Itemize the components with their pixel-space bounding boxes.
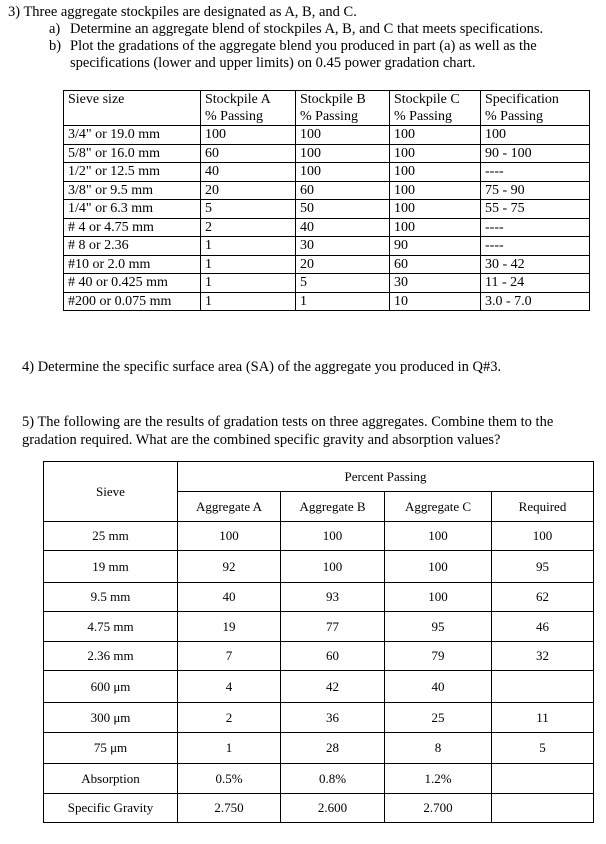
stockpile-table-row (64, 237, 590, 256)
stockpile-table (63, 90, 590, 311)
stockpile-cell: 20 (296, 255, 390, 274)
stockpile-table-row (64, 126, 590, 145)
stockpile-table-row (64, 181, 590, 200)
stockpile-cell: 90 (390, 237, 481, 256)
stockpile-cell: 1/4" or 6.3 mm (64, 200, 201, 219)
stockpile-cell: 3/8" or 9.5 mm (64, 181, 201, 200)
stockpile-cell: 40 (296, 218, 390, 237)
stockpile-cell: 100 (296, 126, 390, 145)
stockpile-table-row (64, 292, 590, 311)
aggregate-cell: 0.8% (281, 764, 385, 794)
aggregate-cell: 40 (385, 671, 492, 703)
stockpile-cell: 100 (481, 126, 590, 145)
question-5: 5) The following are the results of gradation tests on three aggregates. Combine them to the gradation required. What are the combined specific gravity and absorption values? (22, 414, 554, 448)
aggregate-column-header: Required (492, 492, 594, 522)
aggregate-table-header-top (44, 462, 594, 492)
aggregate-cell: 7 (178, 642, 281, 671)
aggregate-cell: 100 (385, 551, 492, 583)
aggregate-cell: 95 (385, 612, 492, 642)
stockpile-cell: 30 - 42 (481, 255, 590, 274)
stockpile-table-row (64, 218, 590, 237)
aggregate-table-row (44, 583, 594, 612)
stockpile-table-row (64, 255, 590, 274)
stockpile-header-line: % Passing (394, 109, 452, 124)
aggregate-cell: Specific Gravity (44, 794, 178, 823)
stockpile-cell: 1 (201, 237, 296, 256)
stockpile-table-header (64, 91, 590, 126)
stockpile-header-cell (201, 91, 296, 126)
aggregate-cell: 100 (385, 522, 492, 551)
stockpile-cell: 100 (390, 126, 481, 145)
aggregate-cell: 62 (492, 583, 594, 612)
aggregate-cell: 92 (178, 551, 281, 583)
stockpile-cell: ---- (481, 163, 590, 182)
q3-part-b (8, 38, 604, 72)
aggregate-cell: 100 (178, 522, 281, 551)
stockpile-cell: 10 (390, 292, 481, 311)
q3-part-a-text: Determine an aggregate blend of stockpiles A, B, and C that meets specifications. (70, 21, 544, 37)
stockpile-cell: 60 (296, 181, 390, 200)
aggregate-table-row (44, 764, 594, 794)
stockpile-cell: # 8 or 2.36 (64, 237, 201, 256)
stockpile-cell: 40 (201, 163, 296, 182)
aggregate-cell (492, 794, 594, 823)
aggregate-cell: 2 (178, 703, 281, 733)
aggregate-table-row (44, 733, 594, 764)
aggregate-cell: 75 μm (44, 733, 178, 764)
aggregate-cell: 600 μm (44, 671, 178, 703)
q3-part-b-label: b) (49, 38, 62, 54)
stockpile-cell: 2 (201, 218, 296, 237)
aggregate-cell: 2.600 (281, 794, 385, 823)
stockpile-cell: 75 - 90 (481, 181, 590, 200)
aggregate-cell (492, 671, 594, 703)
stockpile-cell: 50 (296, 200, 390, 219)
stockpile-cell: 20 (201, 181, 296, 200)
stockpile-cell: 5 (201, 200, 296, 219)
q3-part-a-label: a) (49, 21, 61, 37)
aggregate-table-row (44, 703, 594, 733)
aggregate-cell: 11 (492, 703, 594, 733)
stockpile-cell: 1 (296, 292, 390, 311)
aggregate-table-row (44, 612, 594, 642)
aggregate-cell: Absorption (44, 764, 178, 794)
stockpile-cell: 100 (390, 200, 481, 219)
aggregate-cell: 95 (492, 551, 594, 583)
stockpile-cell: #200 or 0.075 mm (64, 292, 201, 311)
stockpile-cell: ---- (481, 237, 590, 256)
aggregate-cell: 100 (281, 522, 385, 551)
aggregate-cell: 40 (178, 583, 281, 612)
aggregate-cell: 1.2% (385, 764, 492, 794)
stockpile-cell: 5 (296, 274, 390, 293)
stockpile-cell: 5/8" or 16.0 mm (64, 144, 201, 163)
stockpile-header-line: Sieve size (68, 92, 125, 107)
question-4: 4) Determine the specific surface area (SA) of the aggregate you produced in Q#3. (22, 359, 502, 375)
stockpile-header-line: Specification (485, 92, 559, 107)
aggregate-cell: 93 (281, 583, 385, 612)
aggregate-cell: 79 (385, 642, 492, 671)
aggregate-table-row (44, 522, 594, 551)
aggregate-column-header: Aggregate B (281, 492, 385, 522)
q3-heading: 3) Three aggregate stockpiles are designated as A, B, and C. (8, 4, 357, 20)
stockpile-cell: 30 (296, 237, 390, 256)
aggregate-cell: 46 (492, 612, 594, 642)
aggregate-cell: 60 (281, 642, 385, 671)
aggregate-table-row (44, 642, 594, 671)
stockpile-cell: 11 - 24 (481, 274, 590, 293)
stockpile-table-row (64, 163, 590, 182)
q3-part-a (8, 21, 604, 38)
stockpile-header-line: % Passing (205, 109, 263, 124)
stockpile-header-line (68, 108, 196, 125)
aggregate-cell: 2.36 mm (44, 642, 178, 671)
stockpile-header-line: % Passing (300, 109, 358, 124)
aggregate-cell: 28 (281, 733, 385, 764)
aggregate-cell: 8 (385, 733, 492, 764)
aggregate-cell: 32 (492, 642, 594, 671)
aggregate-cell: 100 (385, 583, 492, 612)
stockpile-header-cell (481, 91, 590, 126)
aggregate-cell: 19 (178, 612, 281, 642)
stockpile-cell: 30 (390, 274, 481, 293)
q3-part-b-text: Plot the gradations of the aggregate blend you produced in part (a) as well as the specifications (lower and upper limits) on 0.45 power gradation chart. (70, 38, 537, 71)
aggregate-cell: 2.750 (178, 794, 281, 823)
stockpile-cell: 60 (390, 255, 481, 274)
question-3 (8, 4, 604, 72)
sieve-header: Sieve (44, 462, 178, 522)
aggregate-cell: 36 (281, 703, 385, 733)
stockpile-header-line: Stockpile A (205, 92, 271, 107)
stockpile-cell: #10 or 2.0 mm (64, 255, 201, 274)
aggregate-table-row (44, 551, 594, 583)
stockpile-cell: 3.0 - 7.0 (481, 292, 590, 311)
aggregate-cell: 5 (492, 733, 594, 764)
stockpile-table-row (64, 274, 590, 293)
aggregate-cell: 4 (178, 671, 281, 703)
stockpile-header-cell (64, 91, 201, 126)
stockpile-cell: 100 (296, 163, 390, 182)
stockpile-cell: 1 (201, 292, 296, 311)
aggregate-cell: 4.75 mm (44, 612, 178, 642)
stockpile-header-cell (296, 91, 390, 126)
aggregate-cell: 19 mm (44, 551, 178, 583)
stockpile-cell: 100 (296, 144, 390, 163)
stockpile-cell: 1 (201, 274, 296, 293)
stockpile-cell: 90 - 100 (481, 144, 590, 163)
aggregate-cell: 77 (281, 612, 385, 642)
stockpile-cell: 100 (390, 181, 481, 200)
aggregate-column-header: Aggregate A (178, 492, 281, 522)
aggregate-table-row (44, 671, 594, 703)
aggregate-column-header: Aggregate C (385, 492, 492, 522)
aggregate-cell: 9.5 mm (44, 583, 178, 612)
stockpile-header-line: % Passing (485, 109, 543, 124)
aggregate-cell: 25 (385, 703, 492, 733)
stockpile-cell: 1 (201, 255, 296, 274)
stockpile-cell: 100 (390, 144, 481, 163)
percent-passing-header: Percent Passing (178, 462, 594, 492)
aggregate-cell: 100 (281, 551, 385, 583)
stockpile-table-row (64, 144, 590, 163)
stockpile-cell: 1/2" or 12.5 mm (64, 163, 201, 182)
aggregate-cell: 42 (281, 671, 385, 703)
aggregate-gradation-table (43, 461, 594, 823)
aggregate-cell: 300 μm (44, 703, 178, 733)
aggregate-cell: 1 (178, 733, 281, 764)
aggregate-cell (492, 764, 594, 794)
stockpile-cell: 55 - 75 (481, 200, 590, 219)
stockpile-header-line: Stockpile C (394, 92, 460, 107)
stockpile-cell: ---- (481, 218, 590, 237)
stockpile-cell: 3/4" or 19.0 mm (64, 126, 201, 145)
aggregate-cell: 0.5% (178, 764, 281, 794)
aggregate-table-row (44, 794, 594, 823)
stockpile-cell: # 4 or 4.75 mm (64, 218, 201, 237)
stockpile-cell: # 40 or 0.425 mm (64, 274, 201, 293)
aggregate-cell: 2.700 (385, 794, 492, 823)
stockpile-cell: 60 (201, 144, 296, 163)
stockpile-cell: 100 (390, 163, 481, 182)
stockpile-header-line: Stockpile B (300, 92, 366, 107)
stockpile-header-cell (390, 91, 481, 126)
stockpile-table-row (64, 200, 590, 219)
aggregate-cell: 25 mm (44, 522, 178, 551)
stockpile-cell: 100 (390, 218, 481, 237)
aggregate-cell: 100 (492, 522, 594, 551)
stockpile-cell: 100 (201, 126, 296, 145)
